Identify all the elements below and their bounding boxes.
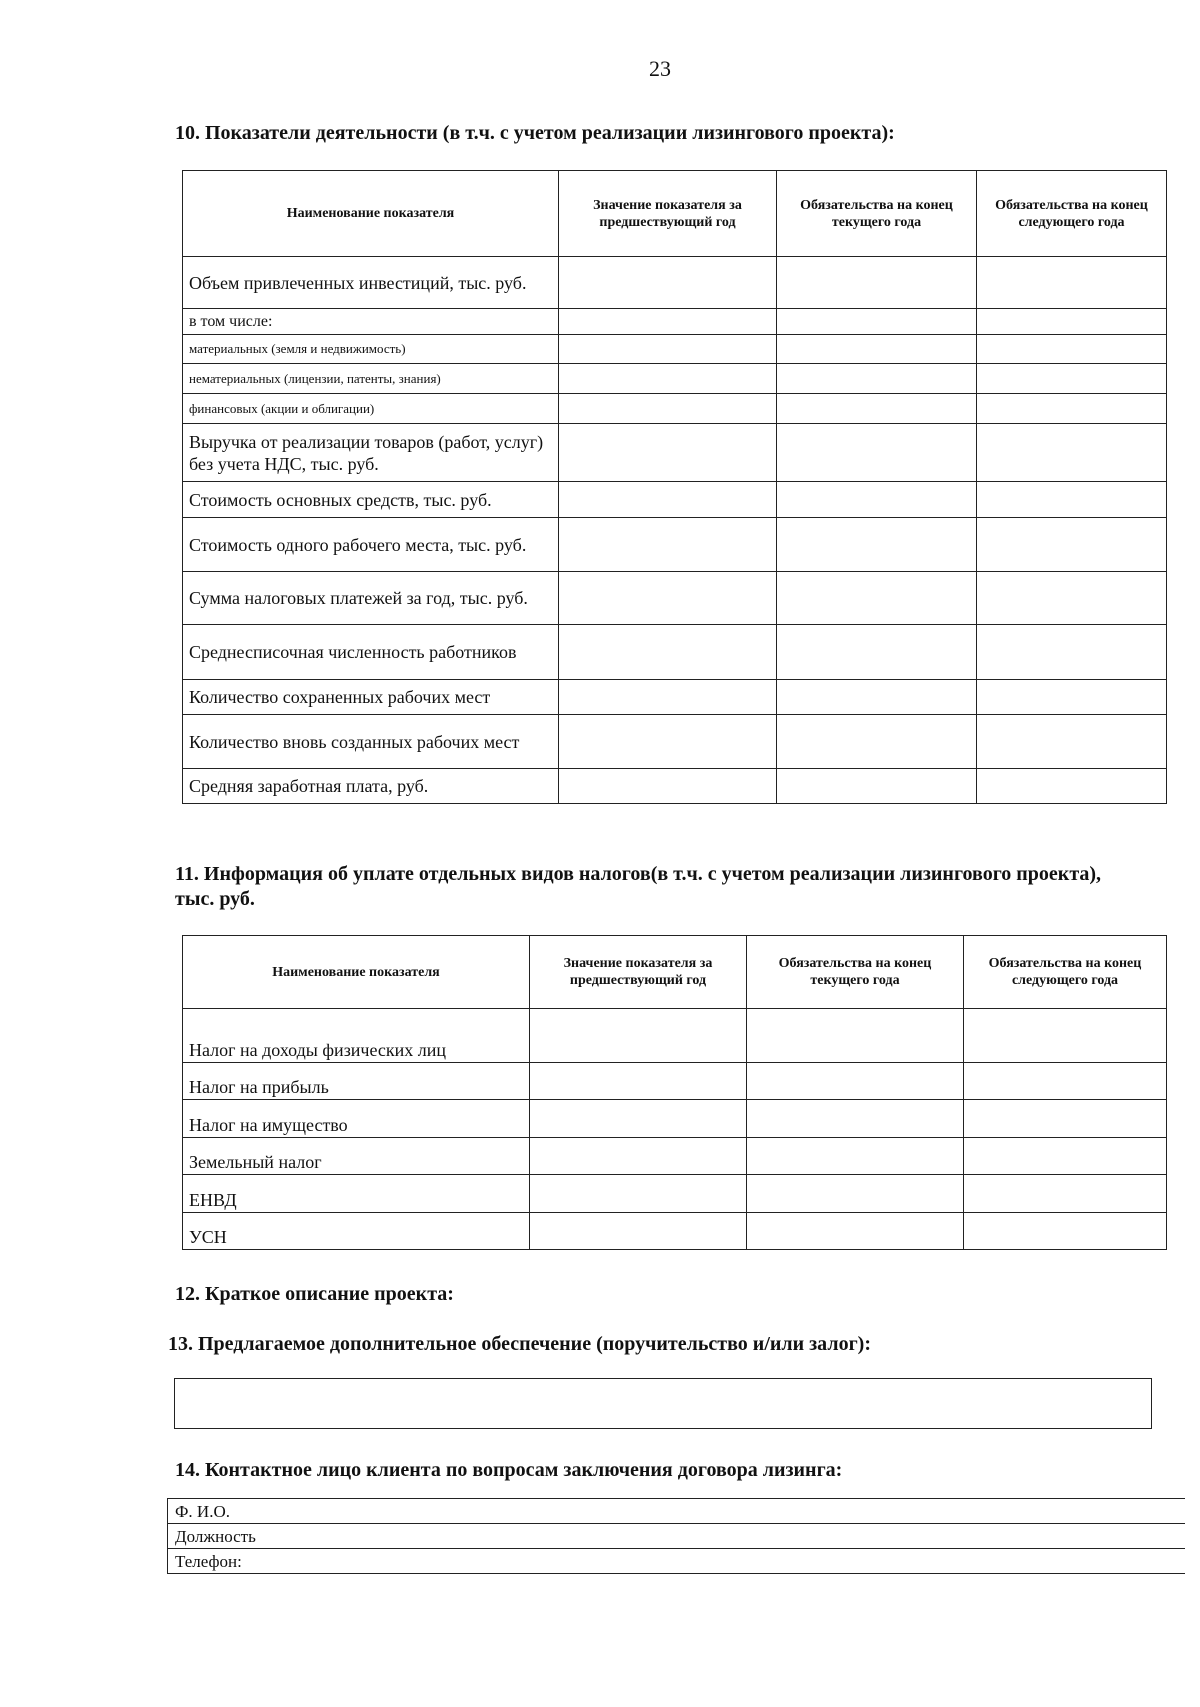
contact-field-name[interactable] (167, 1498, 1185, 1523)
value-cell[interactable] (747, 1100, 964, 1138)
table-row (183, 1175, 1167, 1213)
value-cell[interactable] (964, 1175, 1167, 1213)
value-cell[interactable] (777, 309, 977, 335)
value-cell[interactable] (747, 1063, 964, 1100)
value-cell[interactable] (530, 1175, 747, 1213)
section-11-heading: 11. Информация об уплате отдельных видов налогов(в т.ч. с учетом реализации лизингового проекта), тыс. руб. (175, 863, 1102, 910)
value-cell[interactable] (559, 518, 777, 572)
value-cell[interactable] (559, 769, 777, 804)
row-label: Земельный налог (183, 1138, 530, 1175)
value-cell[interactable] (777, 769, 977, 804)
row-label: Средняя заработная плата, руб. (183, 769, 559, 804)
value-cell[interactable] (977, 715, 1167, 769)
row-label: Сумма налоговых платежей за год, тыс. руб. (183, 572, 559, 625)
table-row (183, 335, 1167, 364)
value-cell[interactable] (747, 1138, 964, 1175)
column-header-current-year: Обязательства на конец текущего года (747, 936, 964, 1009)
value-cell[interactable] (977, 769, 1167, 804)
table-row (183, 1100, 1167, 1138)
value-cell[interactable] (777, 518, 977, 572)
value-cell[interactable] (977, 335, 1167, 364)
section-12-heading: 12. Краткое описание проекта: (175, 1283, 454, 1305)
value-cell[interactable] (964, 1100, 1167, 1138)
table-row (183, 1063, 1167, 1100)
value-cell[interactable] (777, 364, 977, 394)
value-cell[interactable] (559, 482, 777, 518)
table-row (183, 518, 1167, 572)
value-cell[interactable] (977, 257, 1167, 309)
table-row (183, 394, 1167, 424)
contact-field-label: Телефон: (175, 1552, 242, 1571)
additional-security-field[interactable] (174, 1378, 1152, 1429)
value-cell[interactable] (559, 680, 777, 715)
value-cell[interactable] (559, 572, 777, 625)
table-row (183, 680, 1167, 715)
row-label: Выручка от реализации товаров (работ, услуг) без учета НДС, тыс. руб. (183, 424, 559, 482)
value-cell[interactable] (559, 364, 777, 394)
table-row (183, 715, 1167, 769)
section-14-heading: 14. Контактное лицо клиента по вопросам заключения договора лизинга: (175, 1459, 843, 1481)
value-cell[interactable] (777, 424, 977, 482)
column-header-indicator: Наименование показателя (183, 171, 559, 257)
column-header-indicator: Наименование показателя (183, 936, 530, 1009)
table-row (183, 769, 1167, 804)
row-label: Объем привлеченных инвестиций, тыс. руб. (183, 257, 559, 309)
value-cell[interactable] (964, 1138, 1167, 1175)
section-10-heading: 10. Показатели деятельности (в т.ч. с учетом реализации лизингового проекта): (175, 122, 895, 144)
value-cell[interactable] (530, 1213, 747, 1250)
table-row (183, 257, 1167, 309)
value-cell[interactable] (530, 1100, 747, 1138)
row-label: нематериальных (лицензии, патенты, знания) (183, 364, 559, 394)
value-cell[interactable] (977, 680, 1167, 715)
value-cell[interactable] (977, 572, 1167, 625)
row-label: в том числе: (183, 309, 559, 335)
value-cell[interactable] (559, 309, 777, 335)
value-cell[interactable] (530, 1138, 747, 1175)
table-row (183, 482, 1167, 518)
table-row (183, 572, 1167, 625)
value-cell[interactable] (559, 394, 777, 424)
contact-field-label: Ф. И.О. (175, 1502, 230, 1521)
value-cell[interactable] (747, 1213, 964, 1250)
row-label: ЕНВД (183, 1175, 530, 1213)
value-cell[interactable] (977, 625, 1167, 680)
value-cell[interactable] (964, 1009, 1167, 1063)
table-row (183, 364, 1167, 394)
column-header-current-year: Обязательства на конец текущего года (777, 171, 977, 257)
value-cell[interactable] (977, 364, 1167, 394)
value-cell[interactable] (777, 257, 977, 309)
table-row (183, 309, 1167, 335)
row-label: Стоимость основных средств, тыс. руб. (183, 482, 559, 518)
value-cell[interactable] (777, 482, 977, 518)
row-label: Налог на доходы физических лиц (183, 1009, 530, 1063)
table-row (183, 1213, 1167, 1250)
table-header-row (183, 171, 1167, 257)
performance-indicators-table (182, 170, 1167, 804)
row-label: Налог на имущество (183, 1100, 530, 1138)
value-cell[interactable] (559, 257, 777, 309)
table-row (183, 424, 1167, 482)
value-cell[interactable] (977, 424, 1167, 482)
contact-field-label: Должность (175, 1527, 256, 1546)
row-label: материальных (земля и недвижимость) (183, 335, 559, 364)
value-cell[interactable] (747, 1175, 964, 1213)
table-row (183, 1138, 1167, 1175)
value-cell[interactable] (777, 335, 977, 364)
value-cell[interactable] (747, 1009, 964, 1063)
value-cell[interactable] (977, 518, 1167, 572)
value-cell[interactable] (964, 1063, 1167, 1100)
value-cell[interactable] (977, 394, 1167, 424)
contact-person-form (167, 1498, 1185, 1574)
row-label: Среднесписочная численность работников (183, 625, 559, 680)
value-cell[interactable] (559, 625, 777, 680)
row-label: Количество вновь созданных рабочих мест (183, 715, 559, 769)
value-cell[interactable] (777, 715, 977, 769)
column-header-previous-year: Значение показателя за предшествующий год (530, 936, 747, 1009)
value-cell[interactable] (777, 680, 977, 715)
value-cell[interactable] (777, 625, 977, 680)
value-cell[interactable] (777, 572, 977, 625)
contact-field-position[interactable] (167, 1523, 1185, 1548)
value-cell[interactable] (559, 335, 777, 364)
value-cell[interactable] (530, 1009, 747, 1063)
column-header-next-year: Обязательства на конец следующего года (977, 171, 1167, 257)
section-13-heading: 13. Предлагаемое дополнительное обеспечение (поручительство и/или залог): (168, 1333, 871, 1355)
value-cell[interactable] (559, 424, 777, 482)
column-header-previous-year: Значение показателя за предшествующий год (559, 171, 777, 257)
row-label: финансовых (акции и облигации) (183, 394, 559, 424)
contact-field-phone[interactable] (167, 1548, 1185, 1574)
value-cell[interactable] (777, 394, 977, 424)
tax-payments-table (182, 935, 1167, 1250)
row-label: УСН (183, 1213, 530, 1250)
value-cell[interactable] (977, 309, 1167, 335)
row-label: Налог на прибыль (183, 1063, 530, 1100)
value-cell[interactable] (559, 715, 777, 769)
row-label: Количество сохраненных рабочих мест (183, 680, 559, 715)
row-label: Стоимость одного рабочего места, тыс. руб. (183, 518, 559, 572)
value-cell[interactable] (964, 1213, 1167, 1250)
value-cell[interactable] (977, 482, 1167, 518)
table-header-row (183, 936, 1167, 1009)
table-row (183, 1009, 1167, 1063)
table-row (183, 625, 1167, 680)
page-number: 23 (649, 56, 671, 81)
column-header-next-year: Обязательства на конец следующего года (964, 936, 1167, 1009)
value-cell[interactable] (530, 1063, 747, 1100)
